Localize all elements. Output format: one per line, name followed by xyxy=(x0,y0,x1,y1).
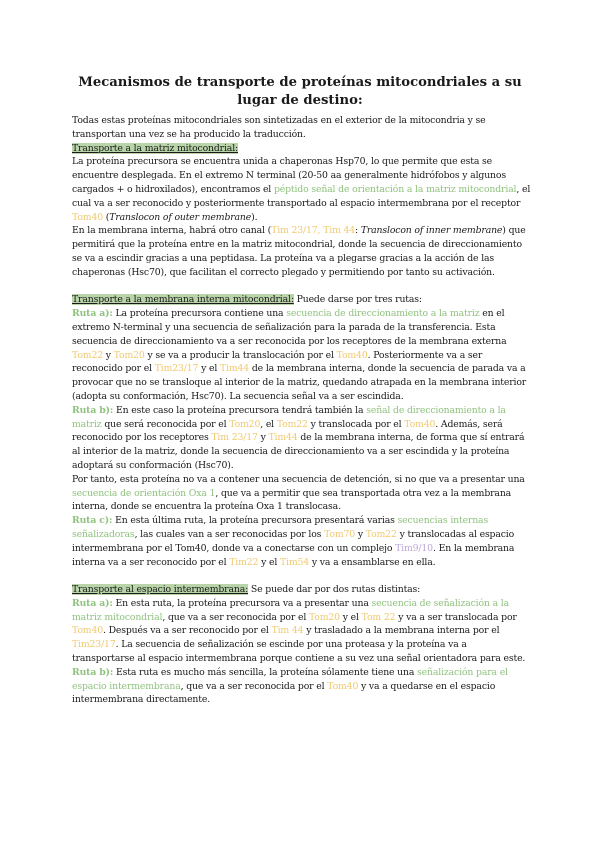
yellow-term: Tim44 xyxy=(220,363,250,375)
yellow-term: Tim54 xyxy=(279,556,310,568)
text-run: . En la membrana interna va a ser reconocido por el xyxy=(72,542,515,568)
text-run: , que va a permitir que sea transportada otra vez a la membrana interna, donde se encuentra la proteína Oxa 1 translocasa. xyxy=(72,487,512,513)
text-run: y xyxy=(102,349,114,361)
matrix-paragraph-2 xyxy=(72,224,532,279)
text-run: Se puede dar por dos rutas distintas: xyxy=(248,584,421,596)
section-heading-matrix-text: Transporte a la matriz mitocondrial: xyxy=(72,142,238,154)
yellow-term: Tom22 xyxy=(365,528,397,540)
text-run: ). xyxy=(251,211,258,223)
section-heading-inner-membrane xyxy=(72,293,532,307)
intermembrane-route-a xyxy=(72,597,532,666)
yellow-term: Tim 23/17, Tim 44 xyxy=(271,225,356,237)
route-label: Ruta b): xyxy=(72,666,114,678)
text-run: , el xyxy=(260,418,277,430)
intermembrane-route-b xyxy=(72,666,532,707)
yellow-term: Tom40 xyxy=(72,211,103,223)
text-run: . Posteriormente va a ser reconocido por el xyxy=(72,349,483,375)
route-label: Ruta c): xyxy=(72,515,113,527)
text-run: , las cuales van a ser reconocidas por los xyxy=(134,528,325,540)
yellow-term: Tom40 xyxy=(404,418,436,430)
yellow-term: Tom20 xyxy=(308,611,340,623)
document-body xyxy=(72,114,532,707)
yellow-term: Tim44 xyxy=(268,432,298,444)
text-run: y trasladado a la membrana interna por el xyxy=(303,625,500,637)
green-term: señalización para el espacio intermembrana xyxy=(72,666,508,692)
yellow-term: Tom20 xyxy=(113,349,145,361)
yellow-term: Tom70 xyxy=(324,528,356,540)
intro-paragraph: Todas estas proteínas mitocondriales son sintetizadas en el exterior de la mitocondria y se transportan una vez se ha producido la traducción. xyxy=(72,115,486,140)
section-heading-intermembrane-text: Transporte al espacio intermembrana: xyxy=(72,584,249,596)
yellow-term: Tom22 xyxy=(72,349,103,361)
inner-route-a xyxy=(72,307,532,404)
text-run: y xyxy=(257,432,269,444)
text-run: . Además, será reconocido por los receptores xyxy=(72,418,503,444)
matrix-paragraph-1 xyxy=(72,155,532,224)
text-run: , el cual va a ser reconocido y posteriormente transportado al espacio intermembrana por el receptor xyxy=(72,183,531,209)
text-run: que será reconocida por el xyxy=(101,418,230,430)
italic-term: Translocon of outer membrane xyxy=(109,211,252,223)
text-run: y translocada por el xyxy=(307,418,405,430)
text-run: , que va a ser reconocida por el xyxy=(162,611,309,623)
text-run: La proteína precursora contiene una xyxy=(112,308,287,320)
yellow-term: Tom20 xyxy=(229,418,261,430)
text-run: y va a ser translocada por xyxy=(395,611,517,623)
route-label: Ruta a): xyxy=(72,597,113,609)
green-term: péptido señal de orientación a la matriz mitocondrial xyxy=(273,183,517,195)
text-run: : xyxy=(355,225,361,237)
text-run: En la membrana interna, habrá otro canal ( xyxy=(72,225,272,237)
text-run: y va a ensamblarse en ella. xyxy=(309,556,436,568)
text-run: En esta ruta, la proteína precursora va a presentar una xyxy=(112,597,372,609)
green-term: secuencia de orientación Oxa 1 xyxy=(72,487,216,499)
yellow-term: Tom22 xyxy=(276,418,308,430)
text-run: en el extremo N-terminal y una secuencia de señalización para la parada de la transferencia. Esta secuencia de direccionamiento va a ser reconocida por los receptores de la membrana externa xyxy=(72,308,507,347)
yellow-term: Tom40 xyxy=(72,625,103,637)
route-label: Ruta b): xyxy=(72,404,114,416)
inner-route-c xyxy=(72,514,532,569)
yellow-term: Tim22 xyxy=(229,556,259,568)
section-heading-inner-membrane-text: Transporte a la membrana interna mitocondrial: xyxy=(72,294,294,306)
text-run: y el xyxy=(339,611,362,623)
yellow-term: Tom40 xyxy=(336,349,368,361)
text-run: y se va a producir la translocación por el xyxy=(144,349,337,361)
yellow-term: Tim 44 xyxy=(271,625,304,637)
text-run: ( xyxy=(102,211,110,223)
text-run: y va a quedarse en el espacio intermembrana directamente. xyxy=(72,680,496,706)
text-run: y el xyxy=(258,556,280,568)
text-run: , que va a ser reconocida por el xyxy=(180,680,328,692)
purple-term: Tim9/10 xyxy=(395,542,433,554)
section-heading-matrix xyxy=(72,142,532,156)
yellow-term: Tim23/17 xyxy=(72,639,116,651)
text-run: de la membrana interna, donde la secuencia de parada va a provocar que no se transloque al interior de la matriz, quedando atrapada en la membrana interior (adopta su conformación, Hsc70). La secuencia señal va a ser escindida. xyxy=(72,363,527,402)
text-run: . Después va a ser reconocido por el xyxy=(102,625,272,637)
yellow-term: Tom 22 xyxy=(361,611,396,623)
green-term: señal de direccionamiento a la matriz xyxy=(72,404,506,430)
green-term: secuencia de señalización a la matriz mitocondrial xyxy=(72,597,509,623)
text-run: En esta última ruta, la proteína precursora presentará varias xyxy=(112,515,398,527)
text-run: y el xyxy=(198,363,220,375)
text-run: ) que permitirá que la proteína entre en la matriz mitocondrial, donde la secuencia de direccionamiento se va a escindir gracias a una peptidasa. La proteína va a plegarse gracias a la acción de las chaperonas (Hsc70), que facilitan el correcto plegado y permitiendo por tanto su activación. xyxy=(72,225,526,278)
text-run: y translocadas al espacio intermembrana por el Tom40, donde va a conectarse con un complejo xyxy=(72,528,515,554)
route-label: Ruta a): xyxy=(72,308,113,320)
inner-route-b-continuation xyxy=(72,473,532,514)
text-run: Esta ruta es mucho más sencilla, la proteína sólamente tiene una xyxy=(113,666,418,678)
green-term: secuencia de direccionamiento a la matriz xyxy=(286,308,480,320)
yellow-term: Tom40 xyxy=(327,680,359,692)
green-term: secuencias internas señalizadoras xyxy=(72,515,489,540)
yellow-term: Tim23/17 xyxy=(154,363,199,375)
text-run: En este caso la proteína precursora tendrá también la xyxy=(113,404,367,416)
text-run: de la membrana interna, de forma que sí entrará al interior de la matriz, donde la secuencia de direccionamiento va a ser escindida y la proteína adoptará su conformación (Hsc70). xyxy=(72,432,525,471)
text-run: La proteína precursora se encuentra unida a chaperonas Hsp70, lo que permite que esta se encuentre desplegada. En el extremo N terminal (20-50 aa generalmente hidrófobos y algunos cargados + o hidroxilados), encontramos el xyxy=(72,156,506,195)
text-run: y xyxy=(355,528,366,540)
inner-route-b xyxy=(72,404,532,473)
section-heading-intermembrane xyxy=(72,583,532,597)
yellow-term: Tim 23/17 xyxy=(211,432,258,444)
text-run: Por tanto, esta proteína no va a contener una secuencia de detención, si no que va a presentar una xyxy=(72,473,525,485)
text-run: . La secuencia de señalización se escinde por una proteasa y la proteína va a transportarse al espacio intermembrana porque contiene a su vez una señal orientadora para este. xyxy=(72,639,526,665)
text-run: Puede darse por tres rutas: xyxy=(293,294,422,306)
page-title: Mecanismos de transporte de proteínas mitocondriales a su lugar de destino: xyxy=(78,75,522,108)
italic-term: Translocon of inner membrane xyxy=(360,225,503,237)
